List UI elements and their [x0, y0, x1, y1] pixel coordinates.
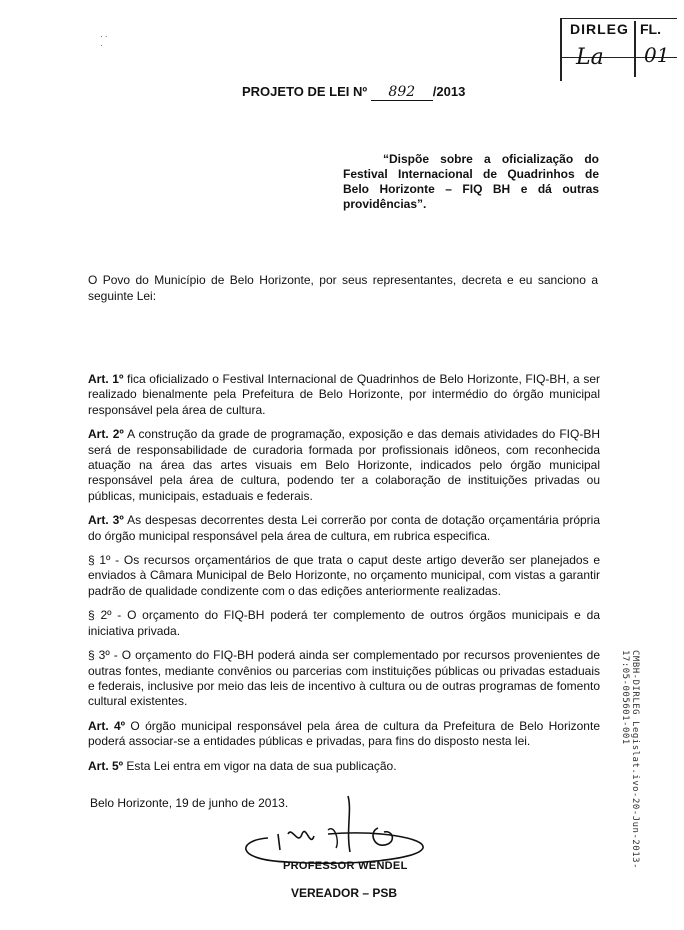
stamp-handwriting-left: La — [576, 45, 604, 70]
article-text: Esta Lei entra em vigor na data de sua publicação. — [123, 758, 397, 773]
protocol-stamp — [560, 18, 677, 81]
signer-role: VEREADOR – PSB — [291, 886, 398, 900]
paragraph-3 — [88, 648, 600, 710]
paragraph-text: § 1º - Os recursos orçamentários de que trata o caput deste artigo deverão ser planejados e enviados à Câmara Municipal de Belo Horizonte, no orçamento municipal, com vistas a garantir padrão de qualidade condizente com o das edições anteriormente realizadas. — [88, 553, 600, 598]
article-label: Art. 2º — [88, 427, 124, 442]
bill-summary-text: “Dispõe sobre a oficialização do Festival Internacional de Quadrinhos de Belo Horizonte – FIQ BH e dá outras providências”. — [343, 152, 599, 211]
paragraph-text: § 3º - O orçamento do FIQ-BH poderá ainda ser complementado por recursos provenientes de outras fontes, mediante convênios ou parcerias com instituições públicas ou privadas estaduais e federais, inclusive por meio das leis de incentivo à cultura ou de outras programas de fomento cultural existentes. — [88, 648, 600, 709]
stamp-fl: FL. — [634, 21, 661, 77]
bill-title — [242, 84, 465, 101]
date-line: Belo Horizonte, 19 de junho de 2013. — [90, 796, 289, 810]
paragraph-text: § 2º - O orçamento do FIQ-BH poderá ter complemento de outros órgãos municipais e da iniciativa privada. — [88, 608, 600, 638]
article-text: As despesas decorrentes desta Lei correrão por conta de dotação orçamentária própria do órgão municipal responsável pela área de cultura, em rubrica especifica. — [88, 513, 601, 543]
article-3 — [88, 513, 600, 544]
handwritten-signature — [228, 790, 428, 870]
article-label: Art. 5º — [88, 758, 124, 773]
article-text: O órgão municipal responsável pela área de cultura da Prefeitura de Belo Horizonte poderá associar-se a entidades públicas e privadas, para fins do disposto nesta lei. — [88, 718, 600, 749]
article-5 — [88, 759, 600, 774]
article-label: Art. 1º — [88, 372, 124, 386]
article-2 — [88, 427, 600, 504]
article-label: Art. 3º — [88, 513, 124, 528]
bill-summary — [343, 152, 599, 212]
article-1 — [88, 372, 600, 418]
stamp-handwriting-right: 01 — [644, 43, 670, 67]
scan-specks: · · · — [100, 32, 108, 50]
article-label: Art. 4º — [88, 718, 126, 733]
bill-number: 892 — [371, 84, 433, 101]
article-text: A construção da grade de programação, exposição e das demais atividades do FIQ-BH será de responsabilidade de curadoria formada por profissionais idôneos, com reconhecida atuação na área das artes visuais em Belo Horizonte, indicados pelo órgão municipal responsável pela área de cultura, podendo ter a colaboração de instituições privadas ou públicas, municipais, estaduais e federais. — [88, 427, 601, 503]
article-4 — [88, 719, 600, 750]
stamp-code: DIRLEG — [570, 21, 629, 37]
protocol-side-stamp: CMBH-DIRLEG Legislat.ivo-20-Jun-2013-17:05-005601-001 — [620, 650, 640, 869]
paragraph-2 — [88, 608, 600, 639]
preamble: O Povo do Município de Belo Horizonte, por seus representantes, decreta e eu sanciono a seguinte Lei: — [88, 273, 598, 303]
bill-title-suffix: /2013 — [432, 84, 466, 99]
articles — [88, 372, 600, 783]
bill-title-prefix: PROJETO DE LEI Nº — [242, 84, 368, 99]
article-text: fica oficializado o Festival Internacional de Quadrinhos de Belo Horizonte, FIQ-BH, a ser realizado bienalmente pela Prefeitura de Belo Horizonte, por intermédio do órgão municipal responsável pela área de cultura. — [88, 372, 601, 417]
signer-name: PROFESSOR WENDEL — [283, 860, 408, 872]
paragraph-1 — [88, 553, 600, 599]
